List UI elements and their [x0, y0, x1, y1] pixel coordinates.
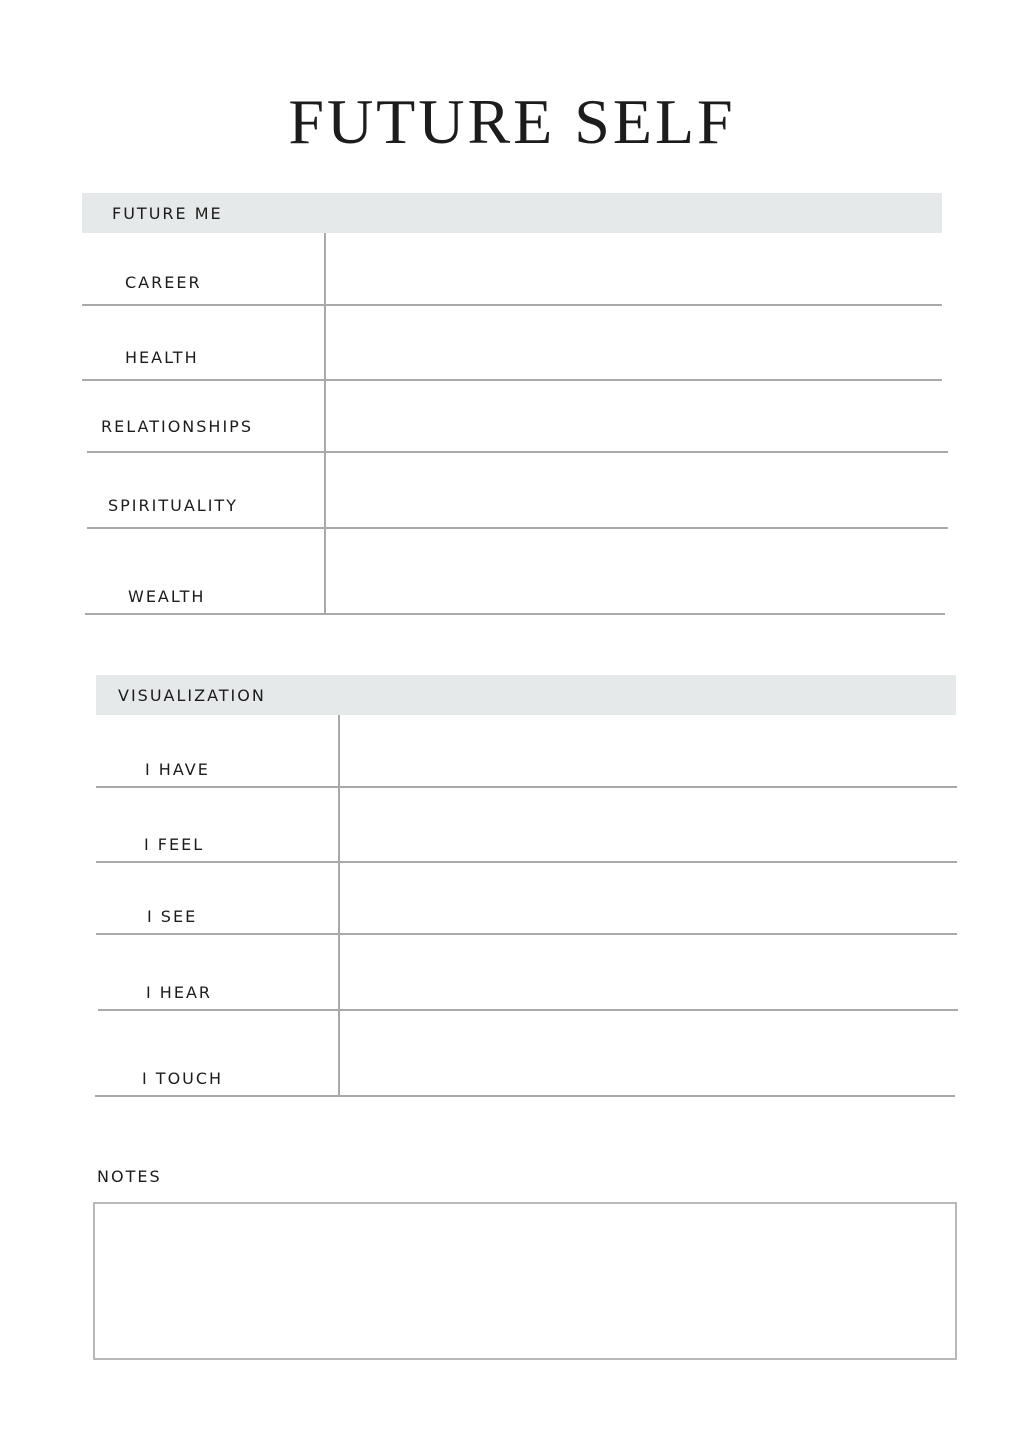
- answer-field-i-have[interactable]: [340, 715, 956, 786]
- future-me-header: [82, 193, 942, 233]
- row-label-i-hear: I HEAR: [146, 983, 213, 1002]
- future-me-section: [82, 193, 944, 615]
- row-label-career: CAREER: [125, 273, 202, 292]
- row-label-spirituality: SPIRITUALITY: [108, 496, 238, 515]
- answer-field-i-hear[interactable]: [340, 935, 956, 1009]
- answer-field-i-touch[interactable]: [340, 1011, 956, 1095]
- row-label-relationships: RELATIONSHIPS: [101, 417, 253, 436]
- row-label-i-touch: I TOUCH: [142, 1069, 224, 1088]
- future-me-header-label: FUTURE ME: [112, 204, 223, 223]
- answer-field-health[interactable]: [326, 306, 942, 379]
- answer-field-i-feel[interactable]: [340, 788, 956, 861]
- answer-field-career[interactable]: [326, 233, 942, 304]
- row-divider: [95, 1095, 955, 1097]
- row-divider: [85, 613, 945, 615]
- row-label-i-see: I SEE: [147, 907, 198, 926]
- row-label-i-feel: I FEEL: [144, 835, 205, 854]
- answer-field-i-see[interactable]: [340, 863, 956, 933]
- notes-label: NOTES: [97, 1167, 162, 1186]
- answer-field-relationships[interactable]: [326, 381, 942, 451]
- row-label-wealth: WEALTH: [128, 587, 206, 606]
- page-title: FUTURE SELF: [288, 86, 736, 157]
- visualization-header: [96, 675, 956, 715]
- answer-field-spirituality[interactable]: [326, 453, 942, 527]
- notes-box[interactable]: [93, 1202, 957, 1360]
- row-label-health: HEALTH: [125, 348, 199, 367]
- row-label-i-have: I HAVE: [145, 760, 210, 779]
- answer-field-wealth[interactable]: [326, 529, 942, 613]
- visualization-header-label: VISUALIZATION: [118, 686, 266, 705]
- visualization-section: [95, 675, 959, 1098]
